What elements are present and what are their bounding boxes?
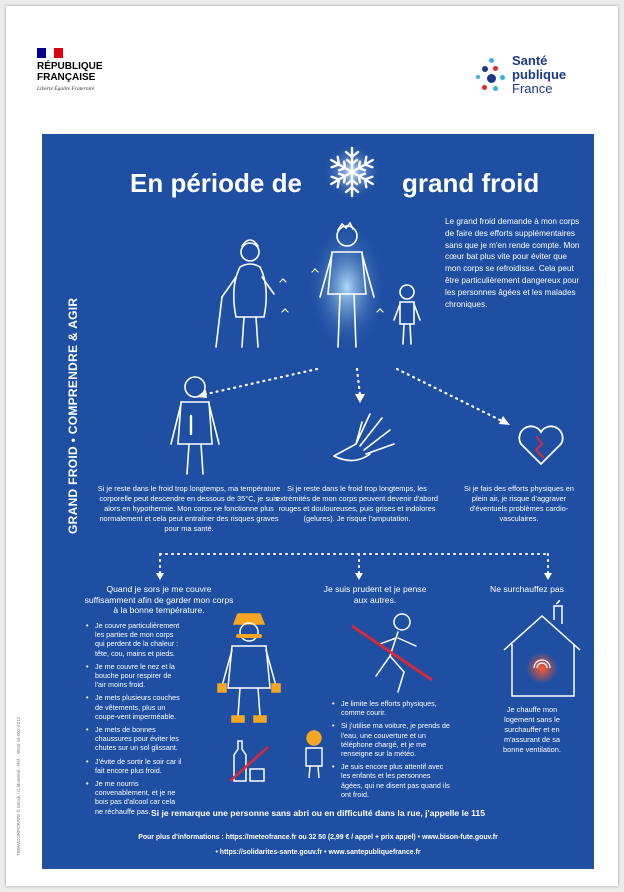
page — [6, 6, 618, 886]
col2-bullet-3: • Je suis encore plus attentif avec les enfants et les personnes âgées, qui ne disent pas quand ils ont froid. — [332, 762, 452, 799]
dotted-bracket — [154, 550, 554, 582]
cracked-heart-icon — [516, 422, 566, 468]
child-icon — [300, 728, 328, 780]
no-alcohol-icon — [226, 739, 272, 785]
title-left: En période de — [130, 168, 302, 198]
col2-bullets — [332, 699, 452, 803]
house-heater-icon — [494, 600, 590, 702]
poster — [42, 134, 594, 869]
french-flag-icon — [37, 48, 63, 58]
runner-crossed-icon — [342, 608, 442, 698]
col3-heading: Ne surchauffez pas — [490, 584, 564, 594]
col1-bullet-3: • Je mets plusieurs couches de vêtements, plus un coupe-vent imperméable. — [86, 693, 184, 721]
col1-bullet-6: • Je me nourris convenablement, et je ne bois pas d'alcool car cela ne réchauffe pas. — [86, 779, 184, 816]
info-line-1[interactable]: Pour plus d'informations : https://meteofrance.fr ou 32 50 (2,99 € / appel + prix appel) • www.bison-fute.gouv.fr — [138, 834, 498, 841]
family-illustration — [212, 222, 432, 352]
credits-text: TBWA\CORPORATE © iStock / C.Montreal - Réf. : WG0 44-002-2212 — [16, 716, 21, 856]
col1-bullets — [86, 621, 184, 820]
republique-motto: Liberté Égalité Fraternité — [37, 86, 95, 92]
sante-publique-france-logo — [476, 54, 592, 96]
vertical-label: GRAND FROID • COMPRENDRE & AGIR — [66, 297, 80, 534]
col1-heading: Quand je sors je me couvre suffisamment afin de garder mon corps à la bonne température. — [84, 584, 234, 615]
dressed-person-icon — [210, 610, 288, 728]
spf-line1: Santé — [512, 53, 548, 68]
col1-bullet-4: • Je mets de bonnes chaussures pour éviter les chutes sur un sol glissant. — [86, 725, 184, 753]
col2-bullet-1: • Je limite les efforts physiques, comme courir. — [332, 699, 452, 717]
effect-1-text: Si je reste dans le froid trop longtemps, ma température corporelle peut descendre en dessous de 35°C, je suis alors en hypothermie. Mon corps ne fonctionne plus normalement et cela peut entraîner des risques graves pour ma santé. — [97, 484, 281, 533]
spf-line3: France — [512, 81, 553, 96]
republique-francaise-logo — [37, 48, 127, 93]
intro-text: Le grand froid demande à mon corps de faire des efforts supplémentaires sans que je m'en rende compte. Mon cœur bat plus vite pour éviter que mon corps se refroidisse. Cela peut être particulièrement dangereux pour les personnes âgées et les malades chroniques. — [445, 217, 580, 309]
snowflake-icon — [322, 142, 382, 202]
col2-bullet-2: • Si j'utilise ma voiture, je prends de l'eau, une couverture et un téléphone chargé, et je me renseigne sur la météo. — [332, 721, 452, 758]
cold-man-icon — [165, 374, 225, 479]
col2-heading: Je suis prudent et je pense aux autres. — [323, 584, 427, 605]
col1-bullet-2: • Je me couvre le nez et la bouche pour respirer de l'air moins froid. — [86, 662, 184, 690]
col1-bullet-5: • J'évite de sortir le soir car il fait encore plus froid. — [86, 757, 184, 775]
title-right: grand froid — [402, 168, 540, 198]
alert-115: Si je remarque une personne sans abri ou en difficulté dans la rue, j'appelle le 115 — [151, 808, 485, 818]
spf-dots-icon — [476, 56, 508, 94]
republique-name: RÉPUBLIQUE FRANÇAISE — [37, 61, 103, 83]
spf-line2: publique — [512, 67, 567, 82]
info-line-2[interactable]: • https://solidarites-sante.gouv.fr • www.santepubliquefrance.fr — [215, 849, 421, 856]
col1-bullet-1: • Je couvre particulièrement les parties de mon corps qui perdent de la chaleur : tête, cou, mains et pieds. — [86, 621, 184, 658]
effect-2-text: Si je reste dans le froid trop longtemps, les extrémités de mon corps peuvent devenir d'abord rouges et douloureuses, puis grises et indolores (gelures). Je risque l'amputation. — [275, 484, 439, 523]
frozen-hand-icon — [328, 406, 408, 466]
effect-3-text: Si je fais des efforts physiques en plein air, je risque d'aggraver d'éventuels problèmes cardio-vasculaires. — [464, 484, 574, 523]
col3-text: Je chauffe mon logement sans le surchauffer et en m'assurant de sa bonne ventilation. — [503, 705, 561, 754]
